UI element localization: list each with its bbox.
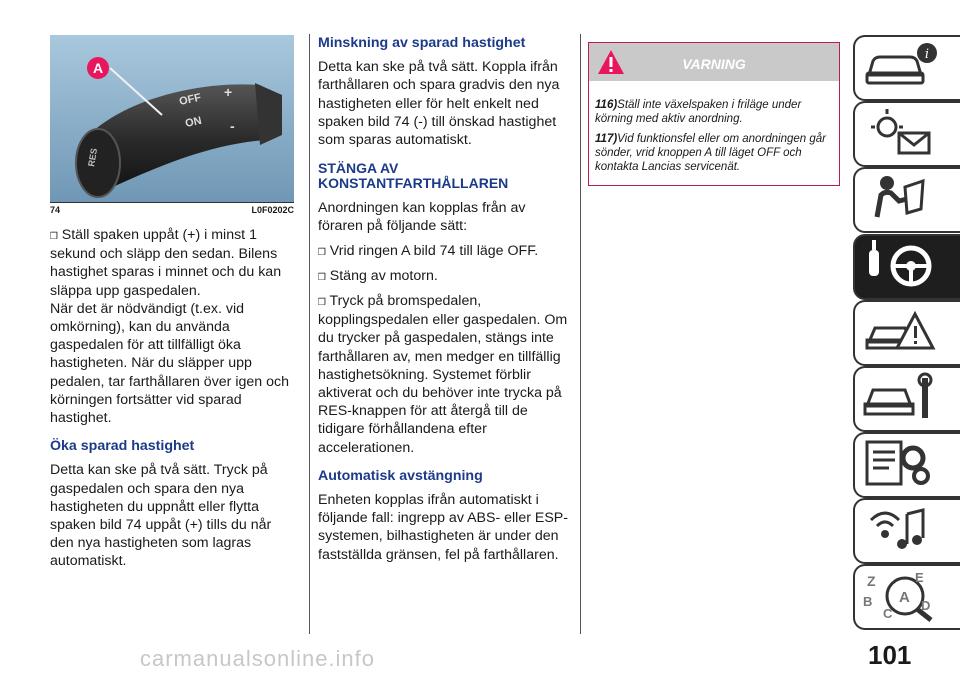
callout-a-label: A (92, 60, 104, 76)
paragraph-text: Ställ spaken uppåt (+) i minst 1 sekund och släpp den sedan. Bilens hastighet sparas i minnet och du kan släppa upp gaspedalen. (50, 227, 282, 299)
svg-text:i: i (924, 47, 930, 62)
warning-ref: 117) (595, 133, 618, 145)
tab-maintenance[interactable] (853, 366, 960, 432)
list-item (318, 242, 568, 261)
technical-data-icon (855, 434, 945, 492)
tab-safety[interactable] (853, 167, 960, 233)
text-column-1 (50, 226, 298, 577)
column-divider (309, 34, 310, 634)
section-heading: STÄNGA AV KONSTANTFARTHÅLLAREN (318, 160, 509, 192)
text-column-2 (318, 34, 568, 570)
svg-text:E: E (915, 570, 924, 585)
paragraph: Detta kan ske på två sätt. Koppla ifrån farthållaren och spara gradvis den nya hastigheten eller för helt enkelt ned spaken bild 74 (-) till önskad hastighet som sparas automatiskt. (318, 59, 560, 149)
tab-multimedia[interactable] (853, 498, 960, 564)
warning-item (595, 98, 831, 126)
plus-label: + (224, 84, 233, 100)
warning-text: Ställ inte växelspaken i friläge under körning med aktiv anordning. (595, 99, 802, 125)
warning-light-icon (855, 103, 945, 161)
multimedia-icon (855, 500, 945, 558)
figure-code: L0F0202C (251, 205, 294, 215)
bullet-box: ❒ (318, 268, 326, 284)
list-item-text: Stäng av motorn. (329, 267, 438, 284)
figure-number: 74 (50, 205, 61, 215)
steering-stalk-figure (50, 35, 294, 202)
paragraph: Enheten kopplas ifrån automatiskt i följande fall: ingrepp av ABS- eller ESP-systemen, bilhastigheten är under den fastställda gränsen, fel på farthållaren. (318, 492, 568, 563)
svg-text:C: C (883, 606, 893, 621)
warning-header (589, 43, 839, 81)
bullet-box: ❒ (50, 228, 58, 243)
off-label: OFF (178, 91, 203, 108)
list-item (318, 267, 568, 286)
starting-driving-icon (855, 236, 945, 294)
tab-warning-lights[interactable] (853, 101, 960, 167)
warning-item (595, 132, 831, 174)
section-heading: Öka sparad hastighet (50, 438, 195, 455)
warning-body (595, 98, 831, 180)
paragraph: Detta kan ske på två sätt. Tryck på gaspedalen och spara den nya hastigheten du uppnått eller flytta spaken bild 74 uppåt (+) tills du når den nya hastigheten som lagras automatiskt. (50, 462, 272, 570)
bullet-box: ❒ (318, 243, 326, 259)
warning-ref: 116) (595, 99, 618, 111)
list-item (318, 292, 568, 457)
figure-caption (50, 202, 294, 217)
tab-index[interactable] (853, 564, 960, 630)
svg-text:B: B (863, 594, 873, 609)
tab-car-info[interactable] (853, 35, 960, 101)
warning-text: Vid funktionsfel eller om anordningen går sönder, vrid knoppen A till läget OFF och kontakta Lancias servicenät. (595, 133, 827, 173)
svg-text:Z: Z (867, 573, 876, 589)
bullet-box: ❒ (318, 294, 326, 310)
page-number: 101 (868, 640, 912, 670)
res-label: RES (86, 147, 100, 168)
car-info-icon (855, 37, 945, 95)
tab-technical-data[interactable] (853, 432, 960, 498)
on-label: ON (184, 114, 203, 130)
safety-icon (855, 169, 945, 227)
paragraph: Anordningen kan kopplas från av föraren på följande sätt: (318, 200, 526, 235)
cruise-control-lever-illustration (50, 35, 294, 202)
tab-emergency[interactable] (853, 300, 960, 366)
watermark: carmanualsonline.info (140, 646, 376, 671)
tab-starting-driving[interactable] (853, 234, 960, 300)
list-item-text: Tryck på bromspedalen, kopplingspedalen eller gaspedalen. Om du trycker på gaspedalen, stängs inte farthållaren av, men medger en tillfällig hastighetsökning. Systemet förblir aktiverat och du behöver inte trycka på RES-knappen för att återgå till de tidigare förhållandena efter accelerationen. (318, 293, 568, 456)
list-item-text: Vrid ringen A bild 74 till läge OFF. (329, 242, 539, 259)
paragraph-text: När det är nödvändigt (t.ex. vid omkörning), kan du använda gaspedalen för att tillfälligt öka hastigheten. När du släpper upp pedalen, tar farthållaren över igen och körningen fortsätter vid sparad hastighet. (50, 300, 289, 427)
minus-label: - (230, 118, 235, 134)
maintenance-icon (855, 368, 945, 426)
warning-title: VARNING (682, 56, 746, 72)
paragraph (50, 226, 298, 427)
index-icon (855, 566, 945, 624)
svg-text:A: A (899, 589, 910, 606)
section-heading: Automatisk avstängning (318, 467, 483, 484)
emergency-icon (855, 302, 945, 360)
svg-text:D: D (921, 598, 931, 613)
warning-box (588, 42, 840, 186)
section-heading: Minskning av sparad hastighet (318, 35, 526, 51)
column-divider (580, 34, 581, 634)
